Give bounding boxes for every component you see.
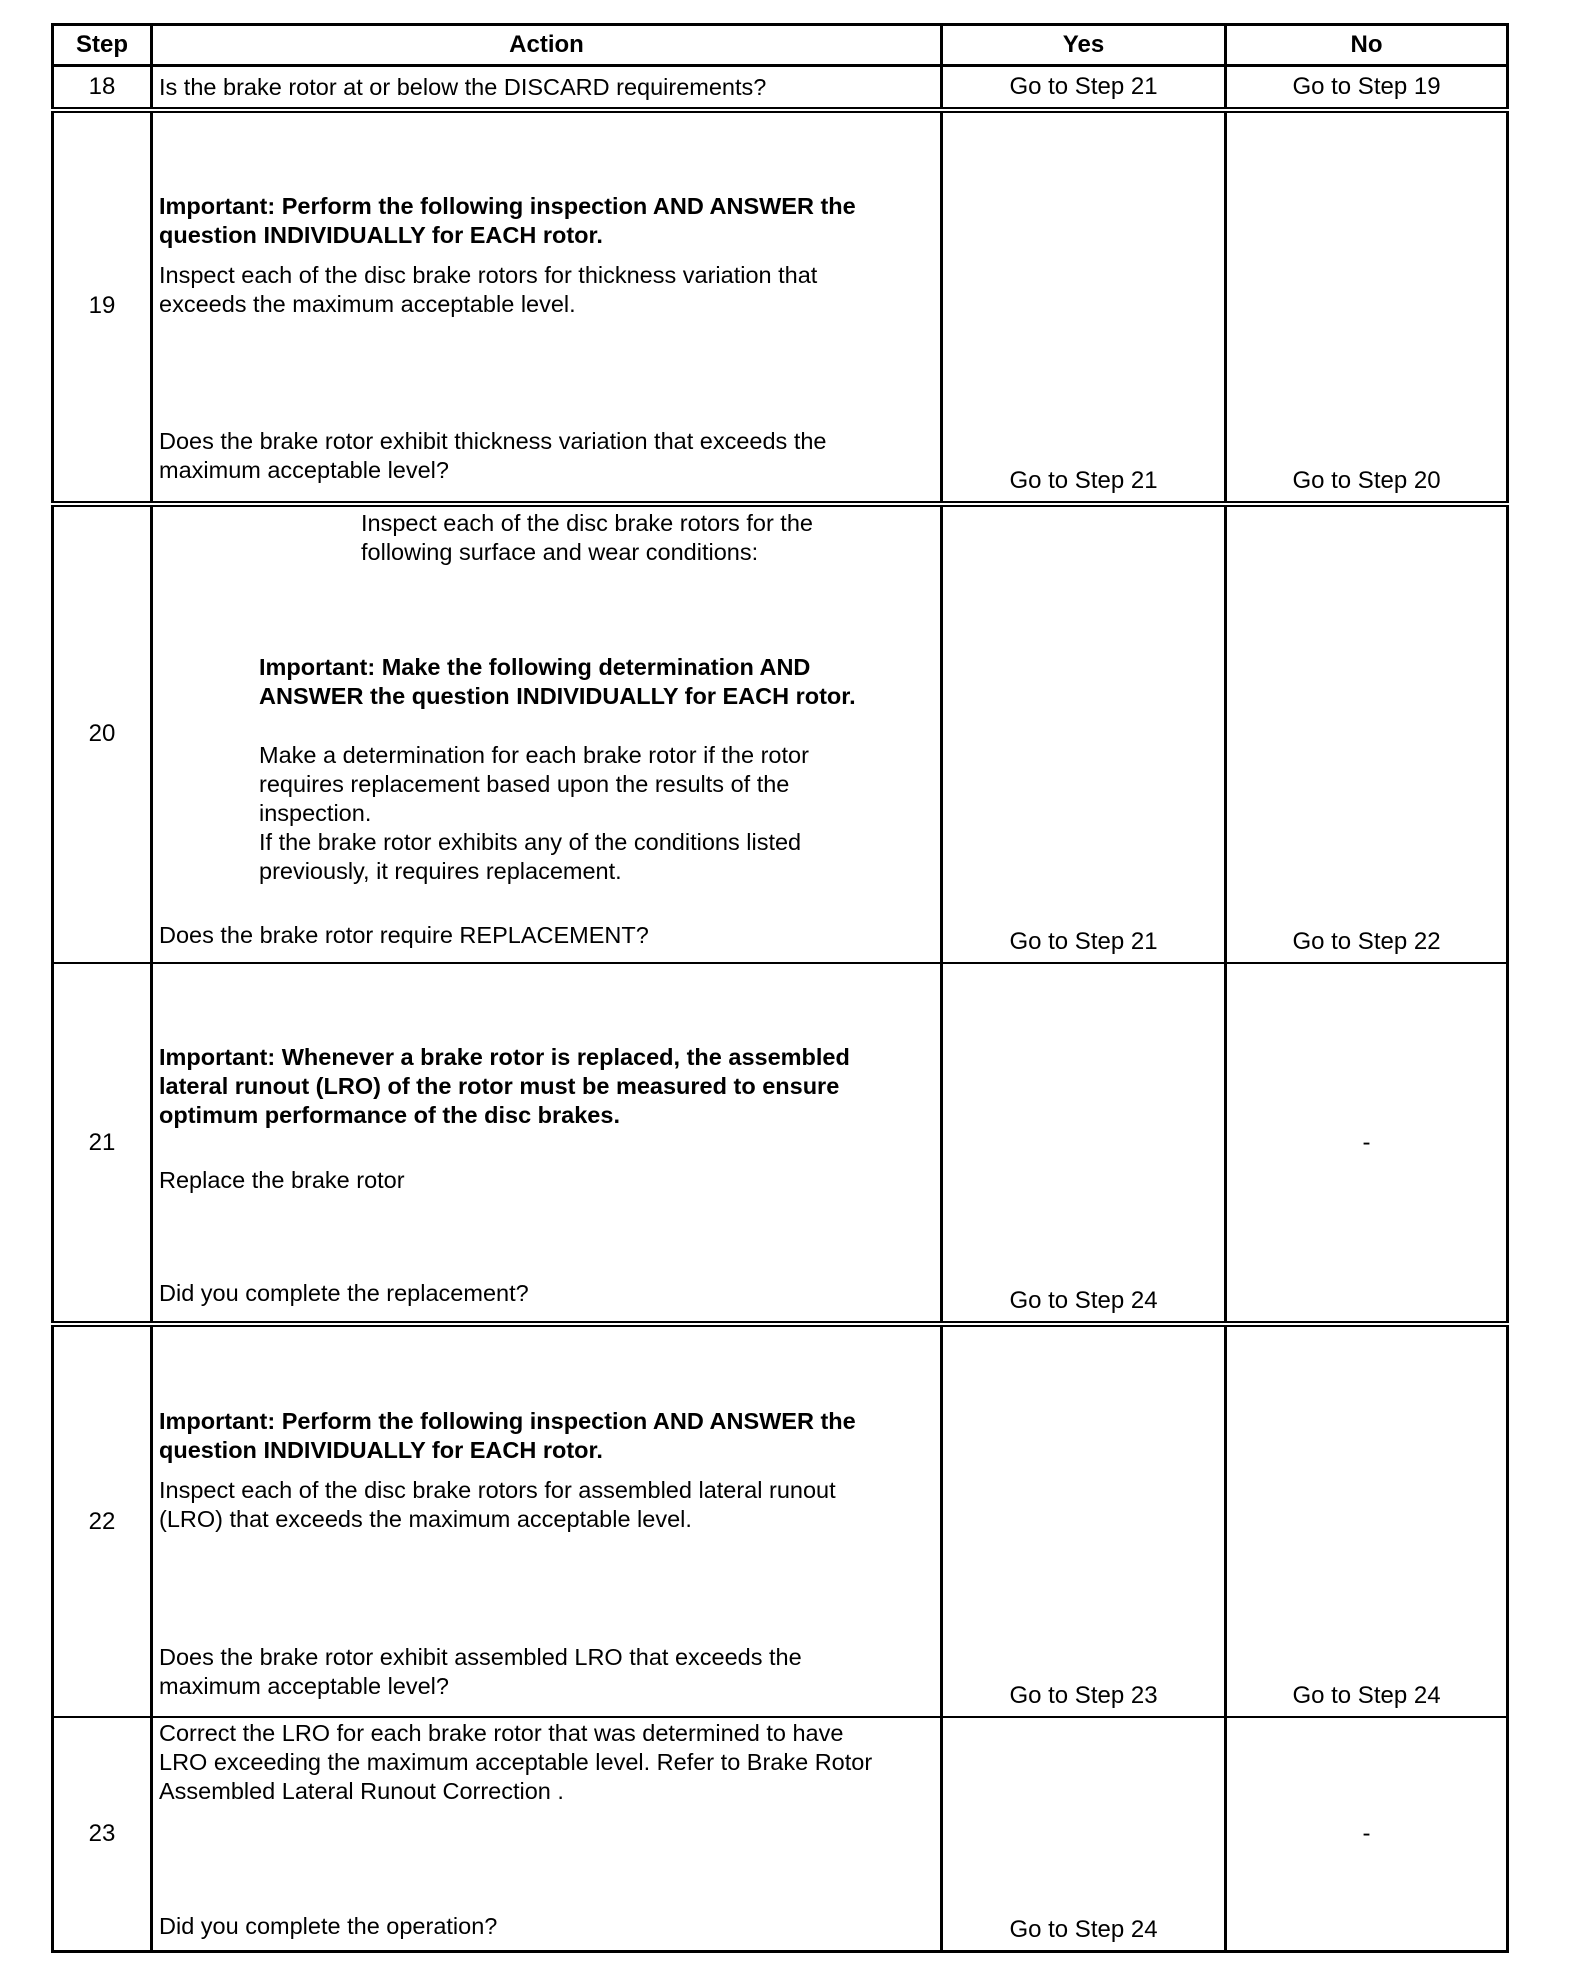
action-cell — [153, 1327, 943, 1716]
action-question: maximum acceptable level? — [159, 457, 449, 483]
action-text: (LRO) that exceeds the maximum acceptable level. — [159, 1506, 692, 1532]
row-divider — [51, 501, 1509, 503]
no-result: - — [1227, 1718, 1509, 1953]
step-number: 22 — [51, 1327, 153, 1716]
step-number: 23 — [51, 1718, 153, 1953]
action-text: exceeds the maximum acceptable level. — [159, 291, 576, 317]
action-text: If the brake rotor exhibits any of the conditions listed — [259, 829, 802, 855]
action-intro: Inspect each of the disc brake rotors for the — [361, 510, 813, 536]
no-result: Go to Step 22 — [1227, 505, 1509, 962]
action-cell — [153, 111, 943, 501]
header-no: No — [1227, 23, 1509, 67]
action-cell — [153, 1718, 943, 1953]
yes-result: Go to Step 21 — [943, 111, 1227, 501]
important-note: Important: Perform the following inspection AND ANSWER the — [159, 193, 856, 219]
action-text: Assembled Lateral Runout Correction . — [159, 1778, 564, 1804]
action-question: Did you complete the operation? — [159, 1913, 498, 1939]
no-result: Go to Step 19 — [1227, 67, 1509, 107]
row-divider — [51, 1321, 1509, 1323]
important-note: ANSWER the question INDIVIDUALLY for EACH rotor. — [259, 683, 856, 709]
table-row — [51, 964, 1509, 1321]
table-row — [51, 1327, 1509, 1716]
action-text: Make a determination for each brake rotor if the rotor — [259, 742, 809, 768]
table-header-row — [51, 23, 1509, 67]
important-note: optimum performance of the disc brakes. — [159, 1102, 620, 1128]
no-result: Go to Step 24 — [1227, 1327, 1509, 1716]
header-yes: Yes — [943, 23, 1227, 67]
action-text: inspection. — [259, 800, 372, 826]
header-action: Action — [153, 23, 943, 67]
yes-result: Go to Step 21 — [943, 67, 1227, 107]
yes-result: Go to Step 24 — [943, 1718, 1227, 1953]
step-number: 19 — [51, 111, 153, 501]
important-note: Important: Whenever a brake rotor is replaced, the assembled — [159, 1044, 850, 1070]
yes-result: Go to Step 23 — [943, 1327, 1227, 1716]
action-text: Inspect each of the disc brake rotors for thickness variation that — [159, 262, 818, 288]
row-divider — [51, 107, 1509, 109]
action-text: Replace the brake rotor — [159, 1167, 405, 1193]
action-question: Does the brake rotor exhibit assembled LRO that exceeds the — [159, 1644, 802, 1670]
important-note: lateral runout (LRO) of the rotor must be measured to ensure — [159, 1073, 840, 1099]
action-question: Is the brake rotor at or below the DISCARD requirements? — [159, 74, 767, 100]
important-note: question INDIVIDUALLY for EACH rotor. — [159, 1437, 603, 1463]
action-cell — [153, 964, 943, 1321]
table-row — [51, 1718, 1509, 1953]
action-question: maximum acceptable level? — [159, 1673, 449, 1699]
no-result: - — [1227, 964, 1509, 1321]
action-text: Correct the LRO for each brake rotor that was determined to have — [159, 1720, 844, 1746]
step-number: 20 — [51, 505, 153, 962]
action-text: Inspect each of the disc brake rotors for assembled lateral runout — [159, 1477, 836, 1503]
diagnostic-table — [51, 23, 1509, 1953]
no-result: Go to Step 20 — [1227, 111, 1509, 501]
table-row — [51, 111, 1509, 501]
important-note: Important: Make the following determination AND — [259, 654, 811, 680]
action-intro: following surface and wear conditions: — [361, 539, 759, 565]
action-cell — [153, 67, 943, 107]
step-number: 21 — [51, 964, 153, 1321]
action-text: LRO exceeding the maximum acceptable level. Refer to Brake Rotor — [159, 1749, 873, 1775]
action-text: previously, it requires replacement. — [259, 858, 622, 884]
action-question: Does the brake rotor exhibit thickness variation that exceeds the — [159, 428, 827, 454]
yes-result: Go to Step 24 — [943, 964, 1227, 1321]
important-note: Important: Perform the following inspection AND ANSWER the — [159, 1408, 856, 1434]
table-row — [51, 505, 1509, 962]
action-question: Did you complete the replacement? — [159, 1280, 529, 1306]
action-cell — [153, 505, 943, 962]
action-question: Does the brake rotor require REPLACEMENT? — [159, 922, 649, 948]
step-number: 18 — [51, 67, 153, 107]
yes-result: Go to Step 21 — [943, 505, 1227, 962]
action-text: requires replacement based upon the results of the — [259, 771, 790, 797]
important-note: question INDIVIDUALLY for EACH rotor. — [159, 222, 603, 248]
table-row — [51, 67, 1509, 107]
header-step: Step — [51, 23, 153, 67]
